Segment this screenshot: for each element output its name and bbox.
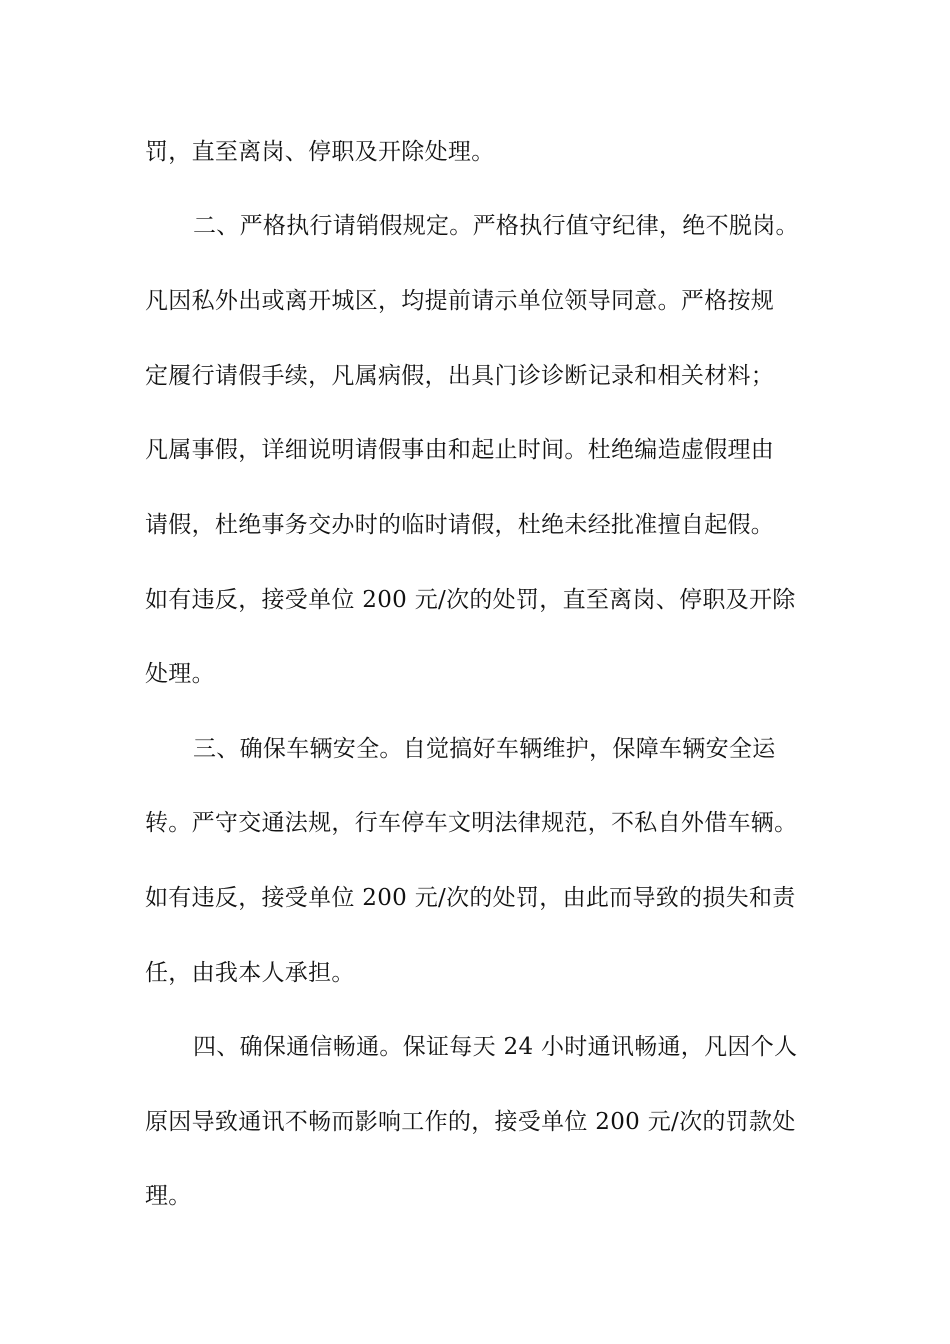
text-line: 如有违反，接受单位 200 元/次的处罚，直至离岗、停职及开除 [145, 587, 796, 613]
paragraph-heading-line: 四、确保通信畅通。保证每天 24 小时通讯畅通，凡因个人 [193, 1034, 798, 1060]
text-line: 任，由我本人承担。 [145, 960, 355, 986]
text-line: 凡因私外出或离开城区，均提前请示单位领导同意。严格按规 [145, 288, 775, 314]
text-line: 转。严守交通法规，行车停车文明法律规范，不私自外借车辆。 [145, 810, 798, 836]
text-line: 如有违反，接受单位 200 元/次的处罚，由此而导致的损失和责 [145, 885, 796, 911]
text-line: 请假，杜绝事务交办时的临时请假，杜绝未经批准擅自起假。 [145, 512, 775, 538]
text-line: 定履行请假手续，凡属病假，出具门诊诊断记录和相关材料； [145, 363, 775, 389]
text-line: 理。 [145, 1183, 192, 1209]
text-line: 罚，直至离岗、停职及开除处理。 [145, 139, 495, 165]
paragraph-heading-line: 三、确保车辆安全。自觉搞好车辆维护，保障车辆安全运 [193, 736, 776, 762]
text-line: 凡属事假，详细说明请假事由和起止时间。杜绝编造虚假理由 [145, 437, 775, 463]
paragraph-heading-line: 二、严格执行请销假规定。严格执行值守纪律，绝不脱岗。 [193, 213, 799, 239]
text-line: 原因导致通讯不畅而影响工作的，接受单位 200 元/次的罚款处 [145, 1109, 796, 1135]
text-line: 处理。 [145, 661, 215, 687]
